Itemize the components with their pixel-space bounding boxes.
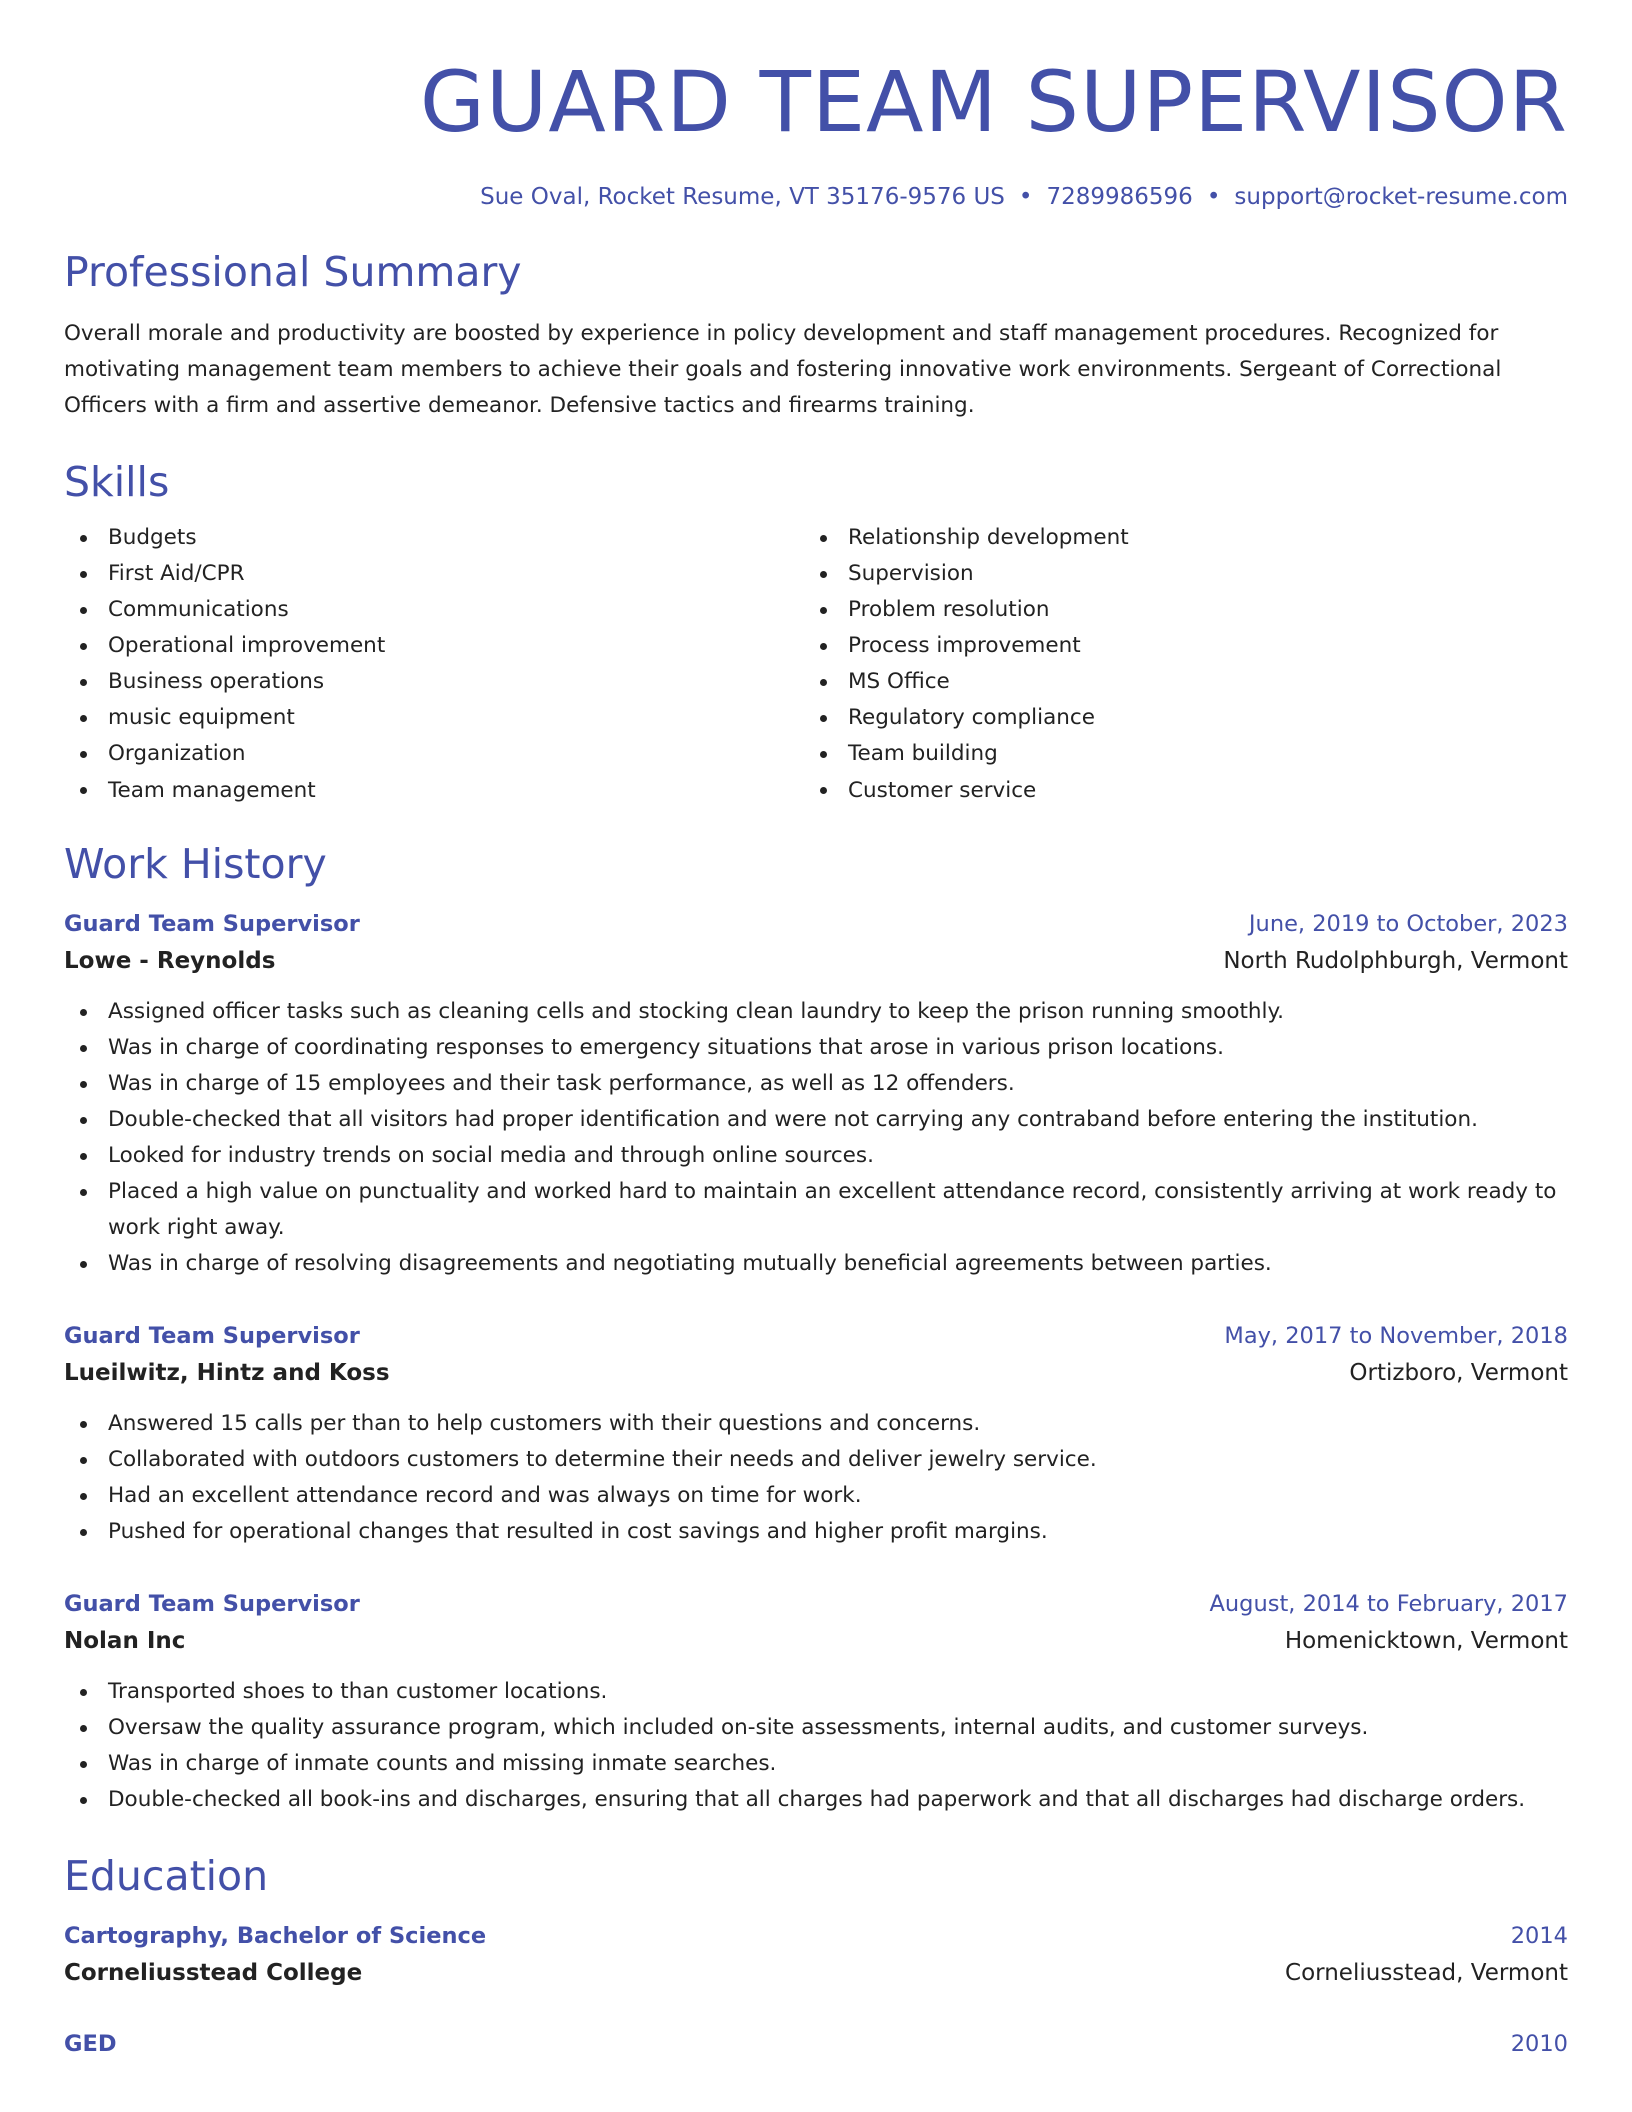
job-bullet: Transported shoes to than customer locations.	[64, 1674, 1568, 1710]
resume-name: GUARD TEAM SUPERVISOR	[419, 53, 1568, 151]
education-entry	[64, 2026, 1568, 2062]
skills-list	[64, 520, 1568, 810]
job-bullet: Was in charge of coordinating responses to emergency situations that arose in various prison locations.	[64, 1030, 1568, 1066]
education-header-row	[64, 1918, 1568, 1954]
job-dates: May, 2017 to November, 2018	[1224, 1323, 1568, 1349]
job-title: Guard Team Supervisor	[64, 1591, 360, 1617]
job-entry	[64, 1586, 1568, 1818]
job-bullet: Answered 15 calls per than to help customers with their questions and concerns.	[64, 1406, 1568, 1442]
job-company: Lueilwitz, Hintz and Koss	[64, 1360, 390, 1386]
skill-item: Operational improvement	[64, 628, 804, 664]
education-school-row	[64, 1954, 1568, 1992]
job-company-row	[64, 1622, 1568, 1660]
skill-item: First Aid/CPR	[64, 556, 804, 592]
education-location: Corneliusstead, Vermont	[1285, 1960, 1568, 1986]
contact-separator: •	[1206, 184, 1221, 210]
education-degree: Cartography, Bachelor of Science	[64, 1923, 487, 1949]
skill-item: Customer service	[804, 772, 1544, 810]
contact-line	[64, 180, 1568, 214]
contact-address: Sue Oval, Rocket Resume, VT 35176-9576 US	[480, 184, 1005, 210]
job-bullet: Placed a high value on punctuality and worked hard to maintain an excellent attendance record, consistently arriving at work ready to work right away.	[64, 1174, 1568, 1246]
job-bullet: Looked for industry trends on social media and through online sources.	[64, 1138, 1568, 1174]
job-location: North Rudolphburgh, Vermont	[1223, 948, 1568, 974]
skill-item: Regulatory compliance	[804, 700, 1544, 736]
job-title: Guard Team Supervisor	[64, 911, 360, 937]
job-dates: June, 2019 to October, 2023	[1248, 911, 1568, 937]
education-year: 2010	[1510, 2031, 1568, 2057]
education-header-row	[64, 2026, 1568, 2062]
contact-separator: •	[1018, 184, 1033, 210]
contact-email: support@rocket-resume.com	[1234, 184, 1568, 210]
job-bullet: Was in charge of 15 employees and their task performance, as well as 12 offenders.	[64, 1066, 1568, 1102]
job-header-row	[64, 1318, 1568, 1354]
skill-item: Communications	[64, 592, 804, 628]
job-entry	[64, 1318, 1568, 1550]
job-bullet: Oversaw the quality assurance program, which included on-site assessments, internal audits, and customer surveys.	[64, 1710, 1568, 1746]
education-heading: Education	[64, 1852, 269, 1900]
job-bullet: Had an excellent attendance record and was always on time for work.	[64, 1478, 1568, 1514]
job-bullet: Pushed for operational changes that resulted in cost savings and higher profit margins.	[64, 1514, 1568, 1550]
skill-item: Relationship development	[804, 520, 1544, 556]
job-company-row	[64, 942, 1568, 980]
summary-text: Overall morale and productivity are boosted by experience in policy development and staff management procedures. Recognized for motivating management team members to achieve their goals and fostering innovative work environments. Sergeant of Correctional Officers with a firm and assertive demeanor. Defensive tactics and firearms training.	[64, 321, 1502, 418]
job-bullet: Double-checked all book-ins and discharges, ensuring that all charges had paperwork and that all discharges had discharge orders.	[64, 1782, 1568, 1818]
job-entry	[64, 906, 1568, 1282]
job-location: Homenicktown, Vermont	[1284, 1628, 1568, 1654]
summary-heading: Professional Summary	[64, 248, 522, 296]
job-bullets	[64, 1674, 1568, 1818]
job-bullet: Double-checked that all visitors had proper identification and were not carrying any contraband before entering the institution.	[64, 1102, 1568, 1138]
education-year: 2014	[1510, 1923, 1568, 1949]
job-bullets	[64, 1406, 1568, 1550]
skill-item: Organization	[64, 736, 804, 772]
skills-heading: Skills	[64, 458, 170, 506]
skill-item: Business operations	[64, 664, 804, 700]
job-company: Nolan Inc	[64, 1628, 186, 1654]
job-bullet: Was in charge of inmate counts and missing inmate searches.	[64, 1746, 1568, 1782]
skill-item: Problem resolution	[804, 592, 1544, 628]
job-company: Lowe - Reynolds	[64, 948, 276, 974]
job-header-row	[64, 906, 1568, 942]
contact-phone: 7289986596	[1046, 184, 1193, 210]
job-bullet: Was in charge of resolving disagreements and negotiating mutually beneficial agreements between parties.	[64, 1246, 1568, 1282]
job-bullet: Collaborated with outdoors customers to determine their needs and deliver jewelry service.	[64, 1442, 1568, 1478]
skill-item: Supervision	[804, 556, 1544, 592]
job-dates: August, 2014 to February, 2017	[1209, 1591, 1568, 1617]
job-header-row	[64, 1586, 1568, 1622]
job-bullets	[64, 994, 1568, 1282]
education-school: Corneliusstead College	[64, 1960, 363, 1986]
job-location: Ortizboro, Vermont	[1349, 1360, 1568, 1386]
skill-item: Team building	[804, 736, 1544, 772]
resume-header	[64, 0, 1568, 214]
skills-column-right	[804, 520, 1544, 810]
skills-column-left	[64, 520, 804, 810]
skill-item: Budgets	[64, 520, 804, 556]
job-company-row	[64, 1354, 1568, 1392]
job-title: Guard Team Supervisor	[64, 1323, 360, 1349]
skill-item: MS Office	[804, 664, 1544, 700]
education-entry	[64, 1918, 1568, 1992]
skill-item: music equipment	[64, 700, 804, 736]
skill-item: Process improvement	[804, 628, 1544, 664]
skill-item: Team management	[64, 772, 804, 810]
job-bullet: Assigned officer tasks such as cleaning cells and stocking clean laundry to keep the prison running smoothly.	[64, 994, 1568, 1030]
education-degree: GED	[64, 2031, 117, 2057]
work-history-heading: Work History	[64, 840, 327, 888]
